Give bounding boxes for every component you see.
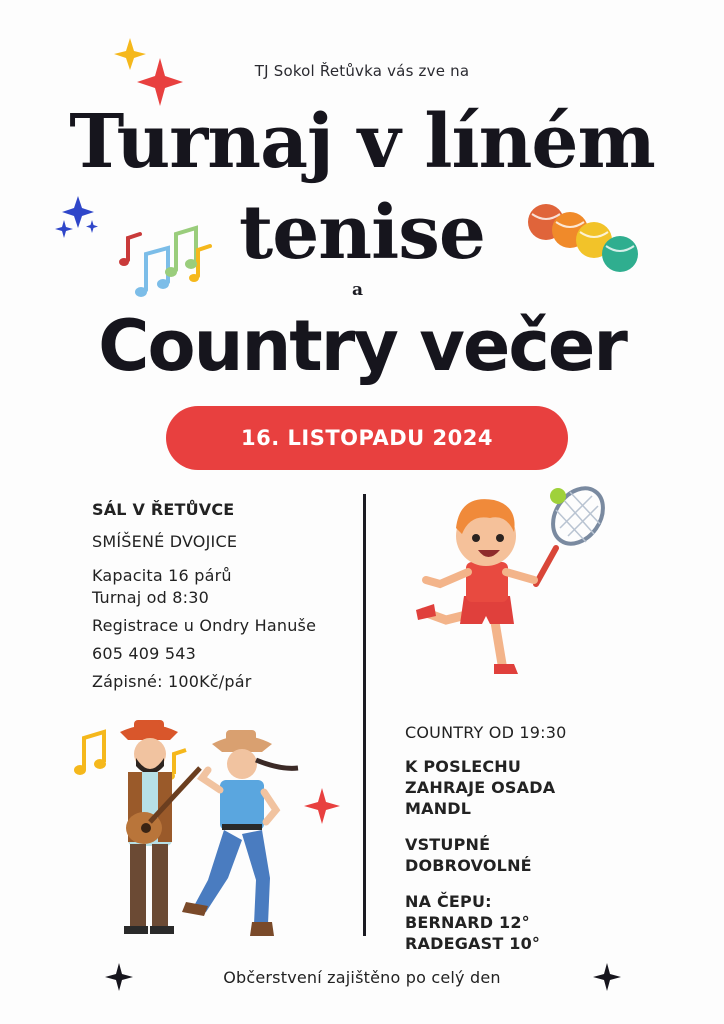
fee-text: Zápisné: 100Kč/pár [92, 672, 252, 691]
country-couple-illustration [70, 710, 350, 942]
music-line-1: K POSLECHU [405, 757, 522, 776]
start-time-text: Turnaj od 8:30 [92, 588, 210, 607]
title-line-1: Turnaj v líném [69, 99, 655, 185]
registration-text: Registrace u Ondry Hanuše [92, 616, 317, 635]
tennis-kid-illustration [410, 484, 610, 684]
capacity-text: Kapacita 16 párů [92, 566, 232, 585]
event-date-badge: 16. LISTOPADU 2024 [166, 406, 568, 470]
title-line-3: Country večer [98, 305, 626, 387]
music-line-2: ZAHRAJE OSADA [405, 778, 556, 797]
country-start-text: COUNTRY OD 19:30 [405, 723, 567, 742]
pre-title: TJ Sokol Řetůvka vás zve na [254, 62, 470, 80]
entry-line-1: VSTUPNÉ [405, 835, 491, 854]
tap-line-2: BERNARD 12° [405, 913, 530, 932]
venue-text: SÁL V ŘETŮVCE [92, 500, 235, 519]
tap-line-3: RADEGAST 10° [405, 934, 541, 953]
title-conjunction: a [352, 280, 364, 300]
title-line-2: tenise [239, 190, 485, 276]
tap-line-1: NA ČEPU: [405, 892, 492, 911]
tournament-type: SMÍŠENÉ DVOJICE [92, 532, 238, 551]
column-divider [363, 494, 366, 936]
music-line-3: MANDL [405, 799, 472, 818]
entry-line-2: DOBROVOLNÉ [405, 856, 532, 875]
footer-text: Občerstvení zajištěno po celý den [223, 968, 501, 987]
phone-text: 605 409 543 [92, 644, 196, 663]
